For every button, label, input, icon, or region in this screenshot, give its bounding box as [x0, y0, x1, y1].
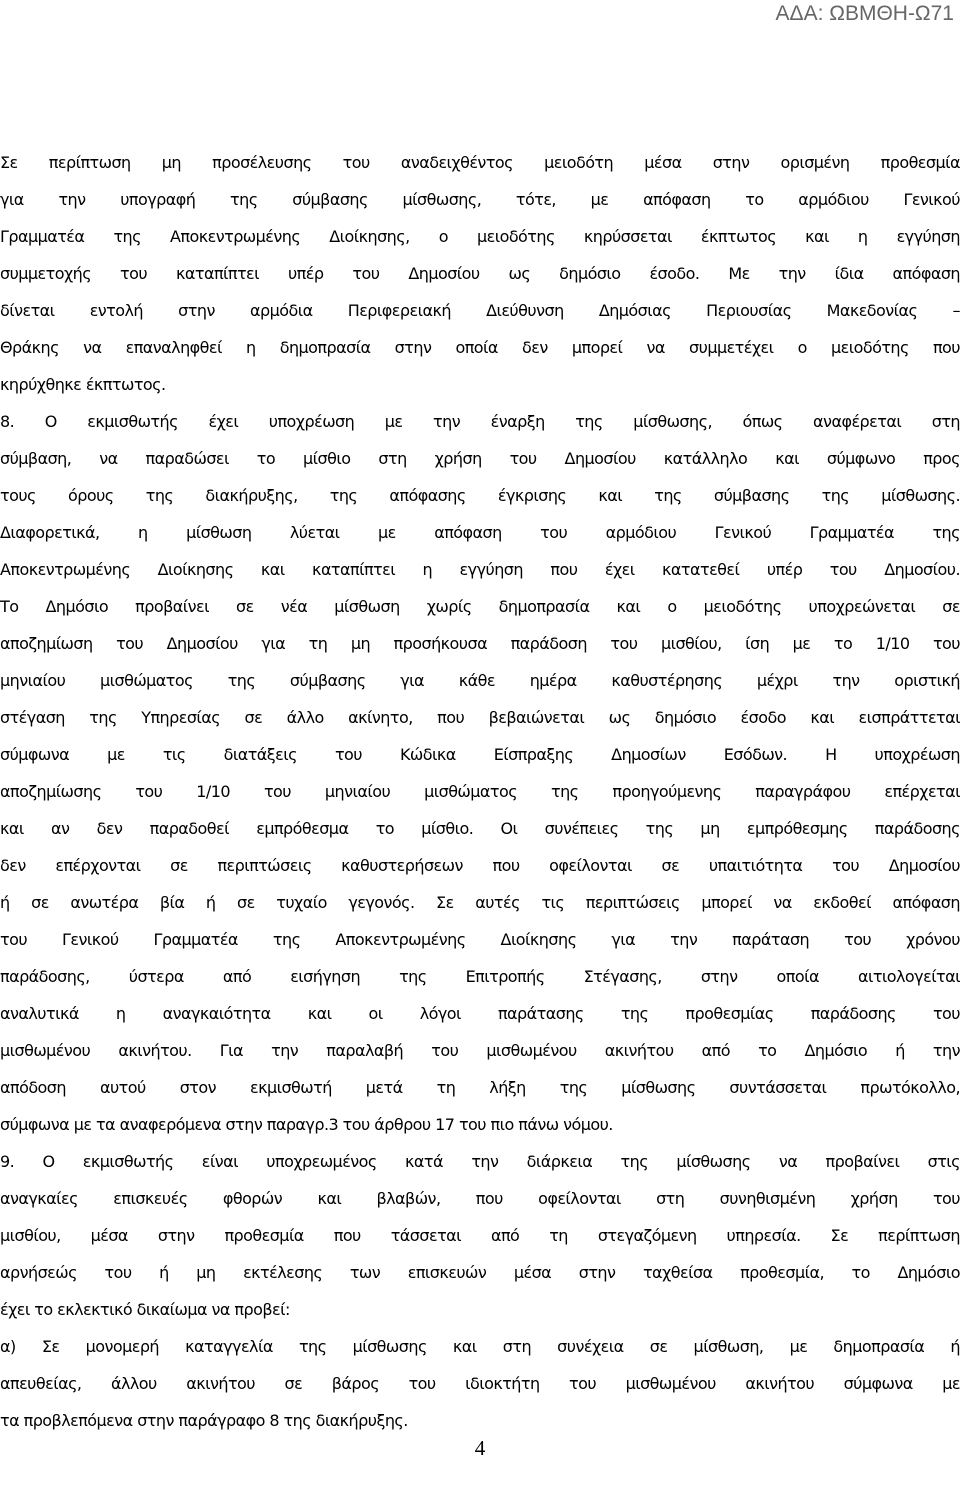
document-body	[0, 144, 960, 1439]
text-line: 8. Ο εκμισθωτής έχει υποχρέωση με την έναρξη της μίσθωσης, όπως αναφέρεται στη	[0, 412, 960, 431]
text-line: αναγκαίες επισκευές φθορών και βλαβών, που οφείλονται στη συνηθισμένη χρήση του	[0, 1189, 960, 1208]
text-line: του Γενικού Γραμματέα της Αποκεντρωμένης Διοίκησης για την παράταση του χρόνου	[0, 930, 960, 949]
text-line: αρνήσεώς του ή μη εκτέλεσης των επισκευών μέσα στην ταχθείσα προθεσμία, το Δημόσιο	[0, 1263, 960, 1282]
text-line: α) Σε μονομερή καταγγελία της μίσθωσης και στη συνέχεια σε μίσθωση, με δημοπρασία ή	[0, 1337, 960, 1356]
text-line: σύμβαση, να παραδώσει το μίσθιο στη χρήση του Δημοσίου κατάλληλο και σύμφωνο προς	[0, 449, 960, 468]
text-line: 9. Ο εκμισθωτής είναι υποχρεωμένος κατά την διάρκεια της μίσθωσης να προβαίνει στις	[0, 1152, 960, 1171]
text-line: δεν επέρχονται σε περιπτώσεις καθυστερήσεων που οφείλονται σε υπαιτιότητα του Δημοσίου	[0, 856, 960, 875]
text-line: απόδοση αυτού στον εκμισθωτή μετά τη λήξη της μίσθωσης συντάσσεται πρωτόκολλο,	[0, 1078, 960, 1097]
text-line: αποζημίωση του Δημοσίου για τη μη προσήκουσα παράδοση του μισθίου, ίση με το 1/10 του	[0, 634, 960, 653]
ada-identifier: ΑΔΑ: ΩΒΜΘΗ-Ω71	[775, 2, 954, 25]
text-line: μισθωμένου ακινήτου. Για την παραλαβή του μισθωμένου ακινήτου από το Δημόσιο ή την	[0, 1041, 960, 1060]
text-line: μηνιαίου μισθώματος της σύμβασης για κάθε ημέρα καθυστέρησης μέχρι την οριστική	[0, 671, 960, 690]
text-line: παράδοσης, ύστερα από εισήγηση της Επιτροπής Στέγασης, στην οποία αιτιολογείται	[0, 967, 960, 986]
text-line: τα προβλεπόμενα στην παράγραφο 8 της διακήρυξης.	[0, 1411, 408, 1430]
text-line: συμμετοχής του καταπίπτει υπέρ του Δημοσίου ως δημόσιο έσοδο. Με την ίδια απόφαση	[0, 264, 960, 283]
text-line: και αν δεν παραδοθεί εμπρόθεσμα το μίσθιο. Οι συνέπειες της μη εμπρόθεσμης παράδοσης	[0, 819, 960, 838]
text-line: στέγαση της Υπηρεσίας σε άλλο ακίνητο, που βεβαιώνεται ως δημόσιο έσοδο και εισπράττεται	[0, 708, 960, 727]
text-line: για την υπογραφή της σύμβασης μίσθωσης, τότε, με απόφαση το αρμόδιου Γενικού	[0, 190, 960, 209]
text-line: αποζημίωσης του 1/10 του μηνιαίου μισθώματος της προηγούμενης παραγράφου επέρχεται	[0, 782, 960, 801]
text-line: Αποκεντρωμένης Διοίκησης και καταπίπτει η εγγύηση που έχει κατατεθεί υπέρ του Δημοσίου.	[0, 560, 960, 579]
text-line: Γραμματέα της Αποκεντρωμένης Διοίκησης, ο μειοδότης κηρύσσεται έκπτωτος και η εγγύηση	[0, 227, 960, 246]
text-line: μισθίου, μέσα στην προθεσμία που τάσσεται από τη στεγαζόμενη υπηρεσία. Σε περίπτωση	[0, 1226, 960, 1245]
text-line: σύμφωνα με τα αναφερόμενα στην παραγρ.3 του άρθρου 17 του πιο πάνω νόμου.	[0, 1115, 613, 1134]
text-line: κηρύχθηκε έκπτωτος.	[0, 375, 166, 394]
text-line: Διαφορετικά, η μίσθωση λύεται με απόφαση του αρμόδιου Γενικού Γραμματέα της	[0, 523, 960, 542]
text-line: σύμφωνα με τις διατάξεις του Κώδικα Είσπραξης Δημοσίων Εσόδων. Η υποχρέωση	[0, 745, 960, 764]
page-number: 4	[474, 1436, 486, 1460]
text-line: δίνεται εντολή στην αρμόδια Περιφερειακή Διεύθυνση Δημόσιας Περιουσίας Μακεδονίας –	[0, 301, 960, 320]
text-line: απευθείας, άλλου ακινήτου σε βάρος του ιδιοκτήτη του μισθωμένου ακινήτου σύμφωνα με	[0, 1374, 960, 1393]
text-line: Σε περίπτωση μη προσέλευσης του αναδειχθέντος μειοδότη μέσα στην ορισμένη προθεσμία	[0, 153, 960, 172]
text-line: τους όρους της διακήρυξης, της απόφασης έγκρισης και της σύμβασης της μίσθωσης.	[0, 486, 960, 505]
text-line: Το Δημόσιο προβαίνει σε νέα μίσθωση χωρίς δημοπρασία και ο μειοδότης υποχρεώνεται σε	[0, 597, 960, 616]
text-line: ή σε ανωτέρα βία ή σε τυχαίο γεγονός. Σε αυτές τις περιπτώσεις μπορεί να εκδοθεί απόφαση	[0, 893, 960, 912]
text-line: έχει το εκλεκτικό δικαίωμα να προβεί:	[0, 1300, 290, 1319]
text-line: Θράκης να επαναληφθεί η δημοπρασία στην οποία δεν μπορεί να συμμετέχει ο μειοδότης που	[0, 338, 960, 357]
text-line: αναλυτικά η αναγκαιότητα και οι λόγοι παράτασης της προθεσμίας παράδοσης του	[0, 1004, 960, 1023]
